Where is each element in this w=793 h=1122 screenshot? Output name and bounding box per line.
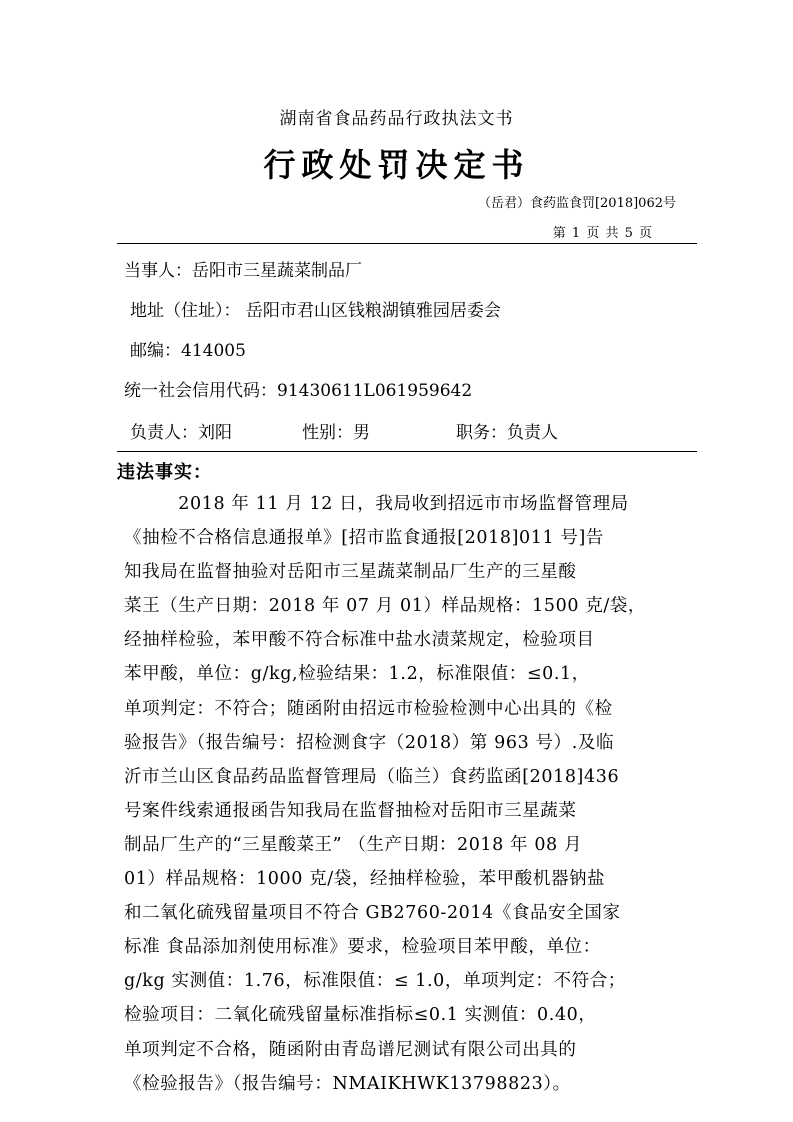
- facts-line: 知我局在监督抽验对岳阳市三星蔬菜制品厂生产的三星酸: [124, 562, 577, 583]
- facts-line: 01）样品规格：1000 克/袋，经抽样检验，苯甲酸机器钠盐: [124, 869, 606, 890]
- facts-line: 单项判定：不符合；随函附由招远市检验检测中心出具的《检: [124, 698, 613, 719]
- facts-line: 沂市兰山区食品药品监督管理局（临兰）食药监函[2018]436: [124, 766, 620, 787]
- facts-line: 验报告》（报告编号：招检测食字（2018）第 963 号）.及临: [124, 732, 615, 753]
- facts-line: 制品厂生产的“三星酸菜王” （生产日期：2018 年 08 月: [124, 834, 583, 855]
- page-indicator: 第 1 页 共 5 页: [552, 226, 653, 241]
- responsible-person: 负责人：刘阳: [130, 423, 232, 443]
- facts-heading: 违法事实：: [117, 462, 212, 483]
- facts-line: 标准 食品添加剂使用标准》要求，检验项目苯甲酸，单位：: [124, 937, 601, 958]
- facts-line: g/kg 实测值：1.76，标准限值：≤ 1.0，单项判定：不符合；: [124, 971, 626, 992]
- section-divider: [117, 451, 697, 452]
- top-divider: [117, 243, 697, 244]
- party-postcode: 邮编：414005: [130, 341, 246, 361]
- facts-body: [124, 487, 704, 1101]
- facts-line: 检验项目：二氧化硫残留量标准指标≤0.1 实测值：0.40，: [124, 1005, 597, 1026]
- facts-line: 2018 年 11 月 12 日，我局收到招远市市场监督管理局: [124, 494, 629, 514]
- issuer-heading: 湖南省食品药品行政执法文书: [279, 109, 514, 129]
- responsible-gender: 性别：男: [302, 423, 370, 443]
- facts-line: 菜王（生产日期：2018 年 07 月 01）样品规格：1500 克/袋，: [124, 596, 647, 617]
- party-name: 当事人：岳阳市三星蔬菜制品厂: [124, 261, 362, 281]
- facts-line: 《抽检不合格信息通报单》[招市监食通报[2018]011 号]告: [124, 528, 605, 549]
- facts-line: 单项判定不合格，随函附由青岛谱尼测试有限公司出具的: [124, 1039, 577, 1060]
- facts-line: 和二氧化硫残留量项目不符合 GB2760-2014《食品安全国家: [124, 903, 621, 924]
- responsible-person-row: [130, 418, 558, 443]
- facts-line: 苯甲酸，单位：g/kg,检验结果：1.2，标准限值：≤0.1，: [124, 664, 590, 685]
- party-address: 地址（住址）： 岳阳市君山区钱粮湖镇雅园居委会: [130, 301, 501, 321]
- party-credit-code: 统一社会信用代码：91430611L061959642: [124, 381, 473, 401]
- facts-line: 《检验报告》（报告编号：NMAIKHWK13798823）。: [124, 1073, 571, 1094]
- document-number: （岳君）食药监食罚[2018]062号: [477, 196, 676, 211]
- responsible-duty: 职务：负责人: [456, 423, 558, 443]
- facts-line: 经抽样检验，苯甲酸不符合标准中盐水渍菜规定，检验项目: [124, 630, 595, 651]
- document-title: 行政处罚决定书: [263, 146, 530, 184]
- facts-line: 号案件线索通报函告知我局在监督抽检对岳阳市三星蔬菜: [124, 800, 577, 821]
